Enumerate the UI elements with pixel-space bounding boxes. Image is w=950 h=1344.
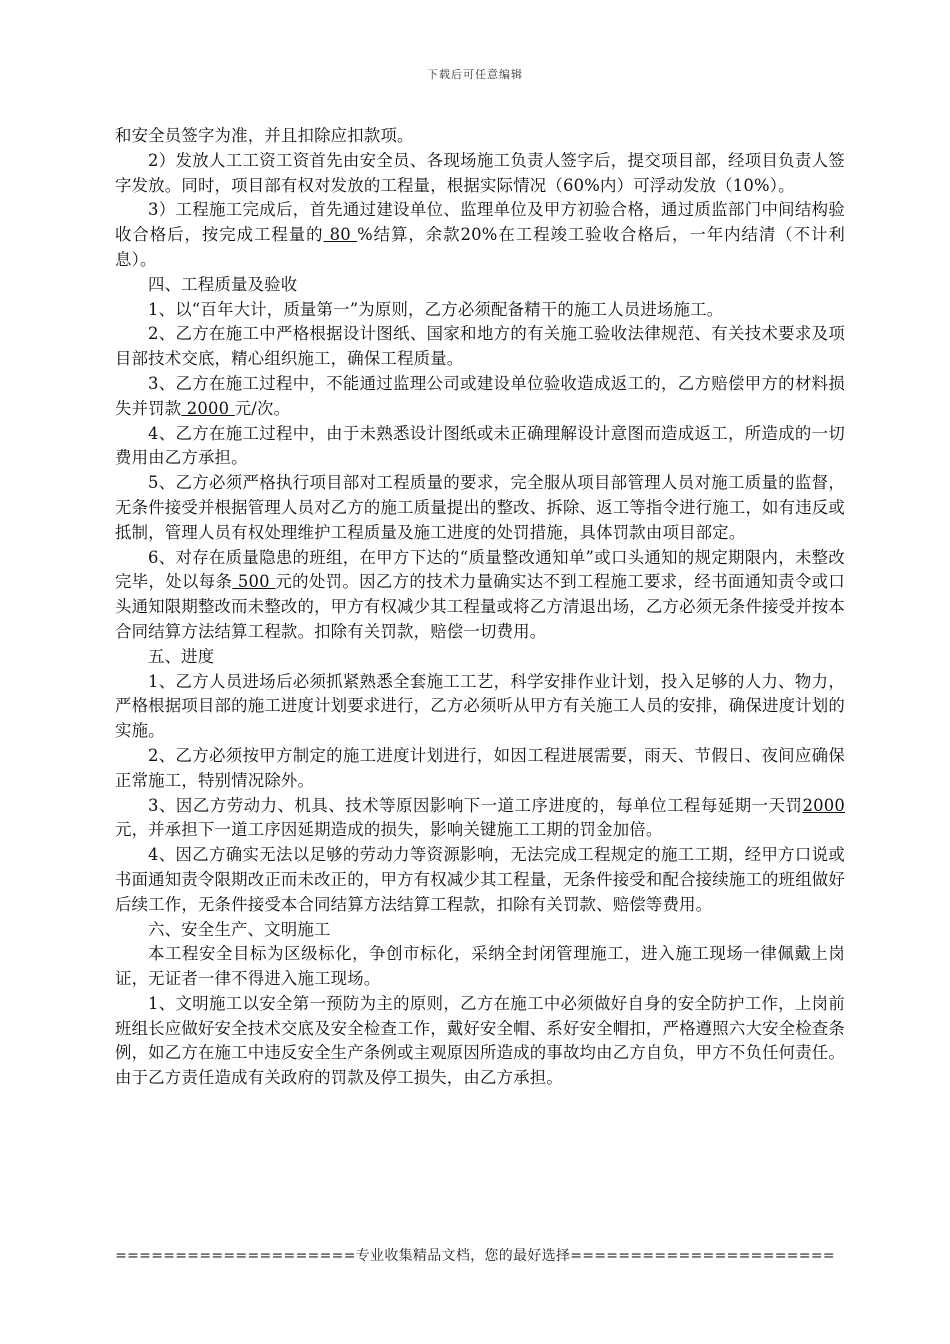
paragraph	[115, 198, 845, 272]
section-heading: 六、安全生产、文明施工	[148, 919, 331, 939]
page-header-note: 下载后可任意编辑	[427, 68, 523, 81]
section-heading: 四、工程质量及验收	[148, 274, 298, 294]
paragraph: 1、以“百年大计，质量第一”为原则，乙方必须配备精干的施工人员进场施工。	[148, 299, 724, 319]
text-run: %结算，余款20%在工程竣工验收合格后，一年内结清（不计利息）。	[115, 225, 845, 269]
underlined-value: 2000	[181, 398, 235, 418]
text-run: 元的处罚。因乙方的技术力量确实达不到工程施工要求，经书面通知责令或口头通知限期整改而未整改的，甲方有权减少其工程量或将乙方清退出场，乙方必须无条件接受并按本合同结算方法结算工程款。扣除有关罚款，赔偿一切费用。	[115, 572, 845, 641]
paragraph	[115, 372, 845, 422]
paragraph: 2）发放人工工资工资首先由安全员、各现场施工负责人签字后，提交项目部，经项目负责人签字发放。同时，项目部有权对发放的工程量，根据实际情况（60%内）可浮动发放（10%）。	[115, 150, 845, 195]
underlined-value: 2000	[802, 795, 845, 815]
text-run: 6、对存在质量隐患的班组，在甲方下达的“质量整改通知单”或口头通知的规定期限内，未整改完毕，处以每条	[115, 547, 845, 592]
paragraph	[115, 794, 845, 844]
text-run: 3）工程施工完成后，首先通过建设单位、监理单位及甲方初验合格，通过质监部门中间结构验收合格后，按完成工程量的	[115, 200, 845, 245]
paragraph: 4、因乙方确实无法以足够的劳动力等资源影响，无法完成工程规定的施工工期，经甲方口说或书面通知责令限期改正而未改正的，甲方有权减少其工程量，无条件接受和配合接续施工的班组做好后续工作，无条件接受本合同结算方法结算工程款，扣除有关罚款、赔偿等费用。	[115, 845, 845, 914]
paragraph: 和安全员签字为准，并且扣除应扣款项。	[115, 126, 414, 145]
text-run: 3、因乙方劳动力、机具、技术等原因影响下一道工序进度的，每单位工程每延期一天罚	[148, 795, 803, 815]
paragraph: 2、乙方在施工中严格根据设计图纸、国家和地方的有关施工验收法律规范、有关技术要求及项目部技术交底，精心组织施工，确保工程质量。	[115, 324, 845, 369]
text-run: 3、乙方在施工过程中，不能通过监理公司或建设单位验收造成返工的，乙方赔偿甲方的材料损失并罚款	[115, 373, 845, 418]
text-run: 元/次。	[234, 398, 291, 418]
page-footer-note: ====================专业收集精品文档，您的最好选择======================	[115, 1248, 835, 1264]
underlined-value: 500	[232, 572, 276, 592]
section-heading: 五、进度	[148, 646, 215, 666]
paragraph: 5、乙方必须严格执行项目部对工程质量的要求，完全服从项目部管理人员对施工质量的监督，无条件接受并根据管理人员对乙方的施工质量提出的整改、拆除、返工等指令进行施工，如有违反或抵制，管理人员有权处理维护工程质量及施工进度的处罚措施，具体罚款由项目部定。	[115, 473, 845, 542]
paragraph: 4、乙方在施工过程中，由于未熟悉设计图纸或未正确理解设计意图而造成返工，所造成的一切费用由乙方承担。	[115, 423, 845, 468]
paragraph: 2、乙方必须按甲方制定的施工进度计划进行，如因工程进展需要，雨天、节假日、夜间应确保正常施工，特别情况除外。	[115, 745, 845, 790]
text-run: 元，并承担下一道工序因延期造成的损失，影响关键施工工期的罚金加倍。	[115, 820, 663, 840]
paragraph	[115, 546, 845, 645]
underlined-value: 80	[323, 225, 358, 245]
paragraph: 1、文明施工以安全第一预防为主的原则，乙方在施工中必须做好自身的安全防护工作，上岗前班组长应做好安全技术交底及安全检查工作，戴好安全帽、系好安全帽扣，严格遵照六大安全检查条例，如乙方在施工中违反安全生产条例或主观原因所造成的事故均由乙方自负，甲方不负任何责任。由于乙方责任造成有关政府的罚款及停工损失，由乙方承担。	[115, 993, 845, 1088]
paragraph: 本工程安全目标为区级标化，争创市标化，采纳全封闭管理施工，进入施工现场一律佩戴上岗证，无证者一律不得进入施工现场。	[115, 944, 845, 989]
paragraph: 1、乙方人员进场后必须抓紧熟悉全套施工工艺，科学安排作业计划，投入足够的人力、物力，严格根据项目部的施工进度计划要求进行，乙方必须听从甲方有关施工人员的安排，确保进度计划的实施。	[115, 671, 845, 741]
document-body	[115, 124, 845, 1091]
